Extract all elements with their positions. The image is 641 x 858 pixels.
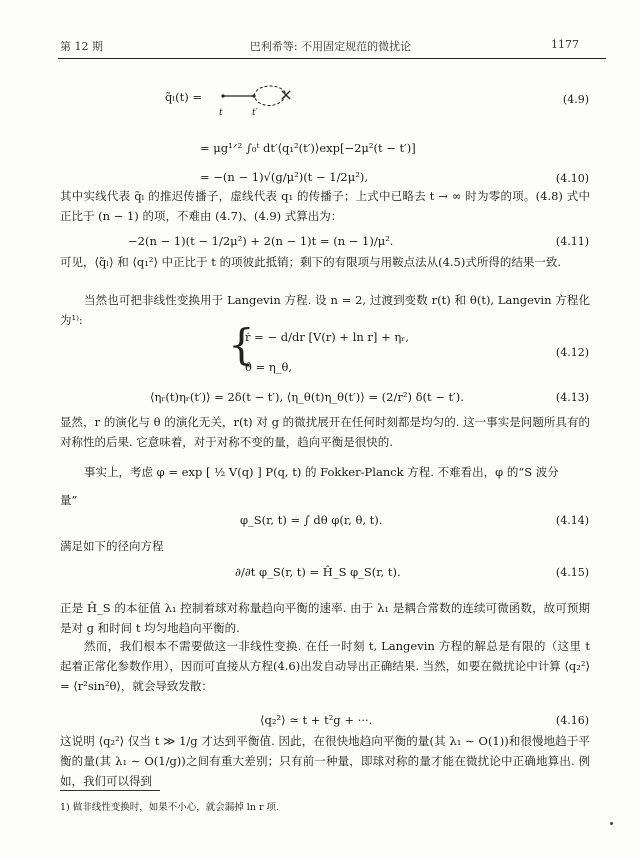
- system-brace: {: [228, 320, 255, 369]
- paragraph-eigenvalue: 正是 Ĥ_S 的本征值 λ₁ 控制着球对称量趋向平衡的速率. 由于 λ₁ 是耦合常数的连续可微函数，故可预期是对 g 和时间 t 均匀地趋向平衡的.: [60, 601, 590, 635]
- eq-number-4-10: (4.10): [555, 172, 589, 185]
- paragraph-fokker-planck: 事实上，考虑 φ = exp [ ½ V(q) ] P(q, t) 的 Fokker-Planck 方程. 不难看出，φ 的“S 波分: [84, 465, 559, 479]
- eq-4-13: ⟨ηᵣ(t)ηᵣ(t′)⟩ = 2δ(t − t′), ⟨η_θ(t)η_θ(t′)⟩ = (2/r²) δ(t − t′).: [150, 390, 464, 404]
- paragraph-langevin: 当然也可把非线性变换用于 Langevin 方程. 设 n = 2, 过渡到变数 r(t) 和 θ(t), Langevin 方程化为¹⁾:: [60, 293, 590, 327]
- eq-4-10-line1: = μg¹ᐟ² ∫₀ᵗ dt′⟨q₁²(t′)⟩exp[−2μ²(t − t′)]: [200, 141, 416, 155]
- running-title: 巴利希等: 不用固定规范的微扰论: [249, 40, 412, 53]
- eq-4-16: ⟨q₂²⟩ ≃ t + t²g + ···.: [260, 713, 373, 727]
- eq-number-4-11: (4.11): [555, 235, 589, 248]
- page-speck: [610, 822, 613, 825]
- eq-number-4-16: (4.16): [555, 714, 589, 727]
- feynman-diagram: [220, 80, 300, 116]
- footnote: 1) 做非线性变换时，如果不小心，就会漏掉 ln r 项.: [60, 802, 280, 813]
- paragraph-propagators: 其中实线代表 q̃ₗ 的推迟传播子，虚线代表 q₁ 的传播子；上式中已略去 t → ∞ 时为零的项。(4.8) 式中正比于 (n − 1) 的项，不难由 (4.7)、(4.9) 式算出为：: [60, 189, 590, 223]
- running-header: [60, 38, 601, 56]
- eq-4-15: ∂/∂t φ_S(r, t) = Ĥ_S φ_S(r, t).: [235, 565, 401, 579]
- paragraph-cancellation: 可见，⟨q̃ₗ⟩ 和 ⟨q₁²⟩ 中正比于 t 的项彼此抵销；剩下的有限项与用鞍点法从(4.5)式所得的结果一致.: [60, 255, 561, 269]
- eq-4-12-line1: ṙ = − d/dr [V(r) + ln r] + ηᵣ,: [245, 330, 409, 344]
- eq-4-12-line2: θ̇ = η_θ,: [245, 360, 293, 374]
- eq-4-10-line2: = −(n − 1)√(g/μ²)(t − 1/2μ²),: [200, 170, 368, 184]
- paragraph-direct-derivation: 然而，我们根本不需要做这一非线性变换. 在任一时刻 t, Langevin 方程的解总是有限的（这里 t 起着正常化参数作用），因而可直接从方程(4.6)出发自动导出正确结果. 当然，如要在微扰论中计算 ⟨q₂²⟩ = ⟨r²sin²θ⟩，就会导致发散：: [60, 639, 590, 693]
- eq-4-9-lhs: q̃ₗ(t) =: [165, 90, 203, 104]
- page-number: 1177: [551, 38, 579, 51]
- eq-number-4-12: (4.12): [555, 346, 589, 359]
- eq-number-4-9: (4.9): [562, 93, 589, 106]
- diagram-label-t: t: [219, 108, 223, 118]
- issue-number: 第 12 期: [60, 40, 103, 53]
- eq-4-11: −2(n − 1)(t − 1/2μ²) + 2(n − 1)t = (n − 1)/μ².: [128, 234, 394, 248]
- paragraph-equilibrium: 这说明 ⟨q₂²⟩ 仅当 t ≫ 1/g 才达到平衡值. 因此，在很快地趋向平衡的量(其 λ₁ ∼ O(1))和很慢地趋于平衡的量(其 λ₁ ∼ O(1/g))之间有重大差别；只有前一种量，即球对称的量才能在微扰论中正确地算出. 例如，我们可以得到: [60, 734, 590, 788]
- eq-4-14: φ_S(r, t) = ∫ dθ φ(r, θ, t).: [240, 513, 383, 527]
- header-rule: [58, 58, 606, 59]
- eq-number-4-13: (4.13): [555, 391, 589, 404]
- paragraph-symmetry: 显然，r 的演化与 θ 的演化无关，r(t) 对 g 的微扰展开在任何时刻都是均匀的. 这一事实是问题所具有的对称性的后果. 它意味着，对于对称不变的量，趋向平衡是很快的.: [60, 415, 590, 449]
- eq-number-4-15: (4.15): [555, 566, 589, 579]
- footnote-rule: [60, 790, 160, 791]
- paragraph-radial-equation: 满足如下的径向方程: [60, 539, 164, 553]
- diagram-label-tprime: t′: [252, 108, 258, 118]
- eq-number-4-14: (4.14): [555, 514, 589, 527]
- paragraph-fokker-planck-tail: 量”: [60, 493, 78, 507]
